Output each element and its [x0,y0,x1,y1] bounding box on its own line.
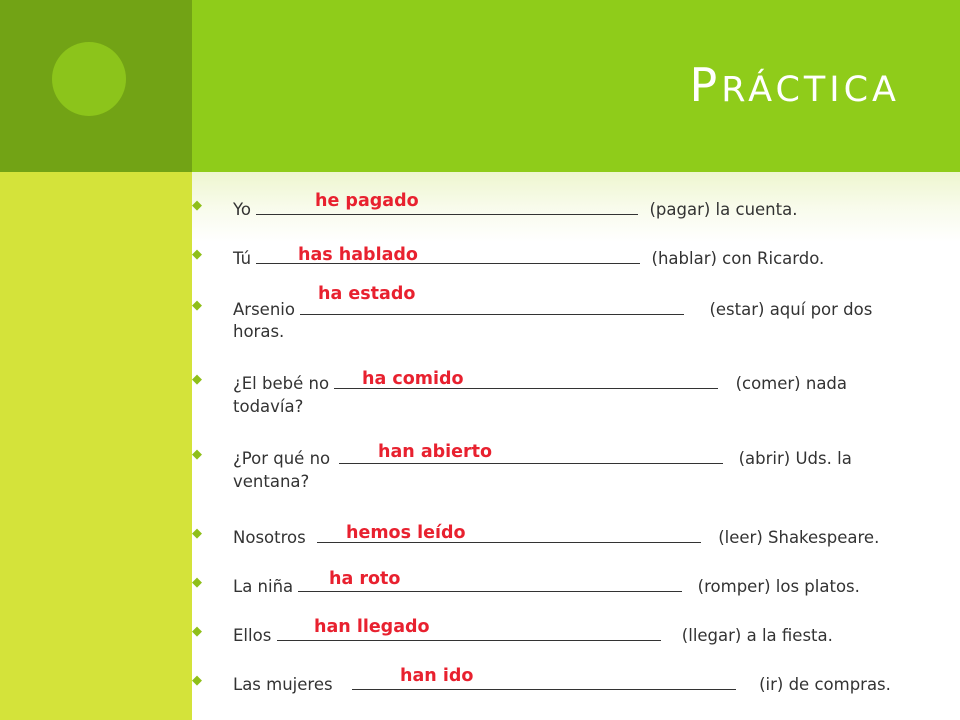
answer-blank [256,199,638,215]
bullet-icon: ◆ [192,298,202,313]
answer-text: han abierto [378,442,493,462]
slide-title [690,58,901,112]
item-pre: ¿Por qué no [233,449,331,468]
item-post: (ir) de compras. [759,675,891,694]
answer-text: has hablado [298,245,418,265]
answer-text: han llegado [314,617,430,637]
answer-text: ha estado [318,284,416,304]
item-continuation: horas. [233,322,285,341]
item-line [233,576,860,596]
answer-text: han ido [400,666,474,686]
item-continuation: todavía? [233,397,304,416]
item-continuation: ventana? [233,472,310,491]
title-rest: RÁCTICA [721,70,900,110]
item-pre: Las mujeres [233,675,333,694]
answer-text: ha roto [329,569,401,589]
answer-text: he pagado [315,191,419,211]
bullet-icon: ◆ [192,624,202,639]
item-pre: La niña [233,577,294,596]
item-pre: Arsenio [233,300,295,319]
item-line [233,674,891,694]
item-post: (romper) los platos. [697,577,860,596]
item-pre: Yo [233,200,251,219]
left-bar-bottom [0,172,192,720]
item-pre: Nosotros [233,528,306,547]
bullet-icon: ◆ [192,372,202,387]
item-pre: ¿El bebé no [233,374,330,393]
answer-text: ha comido [362,369,464,389]
item-line [233,369,848,393]
decorative-circle [52,42,126,116]
item-post: (abrir) Uds. la [738,449,852,468]
item-post: (pagar) la cuenta. [649,200,798,219]
answer-text: hemos leído [346,523,466,543]
item-line [233,523,880,547]
item-pre: Tú [233,249,252,268]
bullet-icon: ◆ [192,198,202,213]
bullet-icon: ◆ [192,526,202,541]
bullet-icon: ◆ [192,247,202,262]
bullet-icon: ◆ [192,575,202,590]
item-post: (hablar) con Ricardo. [651,249,825,268]
item-pre: Ellos [233,626,272,645]
title-first-letter: P [689,58,722,112]
item-post: (comer) nada [735,374,848,393]
title-header [192,0,960,172]
item-post: (estar) aquí por dos [709,300,873,319]
item-line [233,448,852,468]
bullet-icon: ◆ [192,673,202,688]
item-post: (llegar) a la fiesta. [681,626,833,645]
bullet-icon: ◆ [192,447,202,462]
item-post: (leer) Shakespeare. [718,528,880,547]
